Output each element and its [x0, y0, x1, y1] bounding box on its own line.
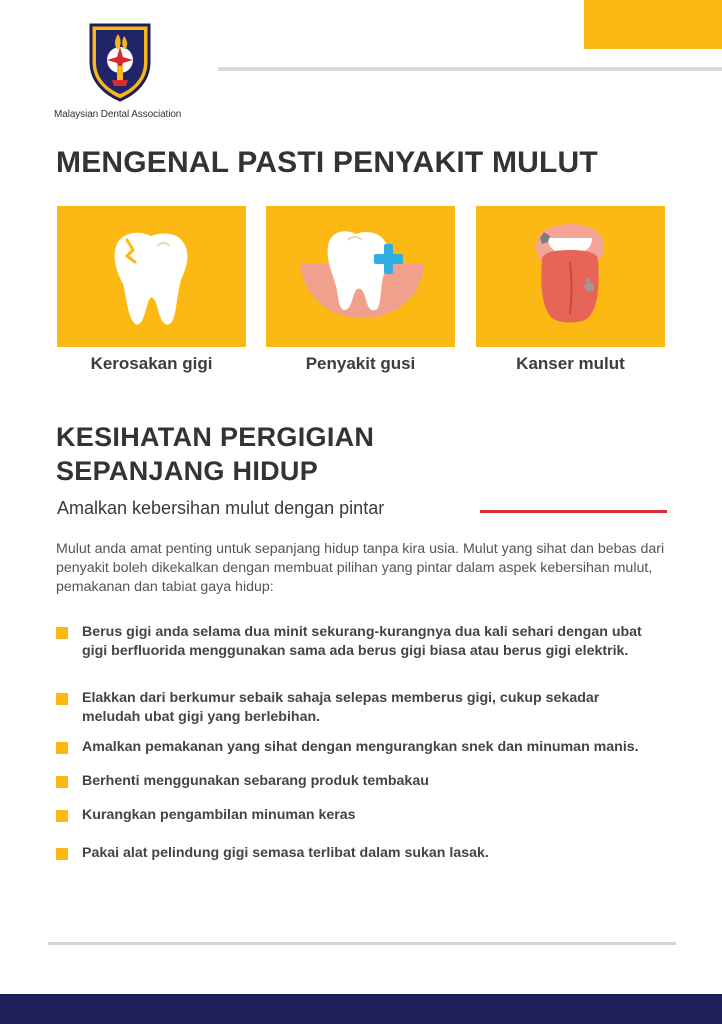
card-label-gum-disease: Penyakit gusi: [305, 354, 416, 373]
cracked-tooth-icon: [57, 206, 246, 347]
section-title-dental-health: [56, 420, 374, 488]
tip-text: Berhenti menggunakan sebarang produk tembakau: [82, 773, 429, 789]
card-gum-disease: [266, 206, 455, 347]
card-label-oral-cancer: Kanser mulut: [516, 354, 625, 373]
tip-text: Pakai alat pelindung gigi semasa terlibat dalam sukan lasak.: [82, 845, 489, 861]
bullet-square-icon: [56, 693, 68, 705]
card-oral-cancer: [476, 206, 665, 347]
subtitle-accent-line: [480, 510, 667, 513]
bottom-divider: [48, 942, 676, 945]
logo-caption: Malaysian Dental Association: [54, 109, 182, 120]
tip-text: Kurangkan pengambilan minuman keras: [82, 807, 356, 823]
bullet-square-icon: [56, 742, 68, 754]
tip-text: Amalkan pemakanan yang sihat dengan mengurangkan snek dan minuman manis.: [82, 739, 639, 755]
footer-band: [0, 994, 722, 1024]
tongue-icon: [476, 206, 665, 347]
mda-logo-icon: [88, 22, 152, 102]
bullet-square-icon: [56, 776, 68, 788]
section-title-line1: KESIHATAN PERGIGIAN: [56, 422, 375, 452]
section-subtitle: Amalkan kebersihan mulut dengan pintar: [57, 498, 385, 518]
intro-paragraph: Mulut anda amat penting untuk sepanjang hidup tanpa kira usia. Mulut yang sihat dan bebas dari penyakit boleh dikekalkan dengan membuat pilihan yang pintar dalam aspek kebersihan mulut, pemakanan dan tabiat gaya hidup:: [56, 541, 665, 595]
section-title-line2: SEPANJANG HIDUP: [56, 456, 319, 486]
bullet-square-icon: [56, 627, 68, 639]
gum-disease-icon: [266, 206, 455, 347]
top-divider: [218, 67, 722, 71]
top-accent-bar: [584, 0, 722, 49]
section-title-diseases: MENGENAL PASTI PENYAKIT MULUT: [56, 146, 598, 179]
tip-text: Elakkan dari berkumur sebaik sahaja selepas memberus gigi, cukup sekadar meludah ubat gigi yang berlebihan.: [82, 690, 600, 725]
tip-text: Berus gigi anda selama dua minit sekurang-kurangnya dua kali sehari dengan ubat gigi berfluorida menggunakan sama ada berus gigi biasa atau berus gigi elektrik.: [82, 624, 642, 659]
card-tooth-decay: [57, 206, 246, 347]
bullet-square-icon: [56, 810, 68, 822]
card-label-tooth-decay: Kerosakan gigi: [90, 354, 213, 373]
bullet-square-icon: [56, 848, 68, 860]
